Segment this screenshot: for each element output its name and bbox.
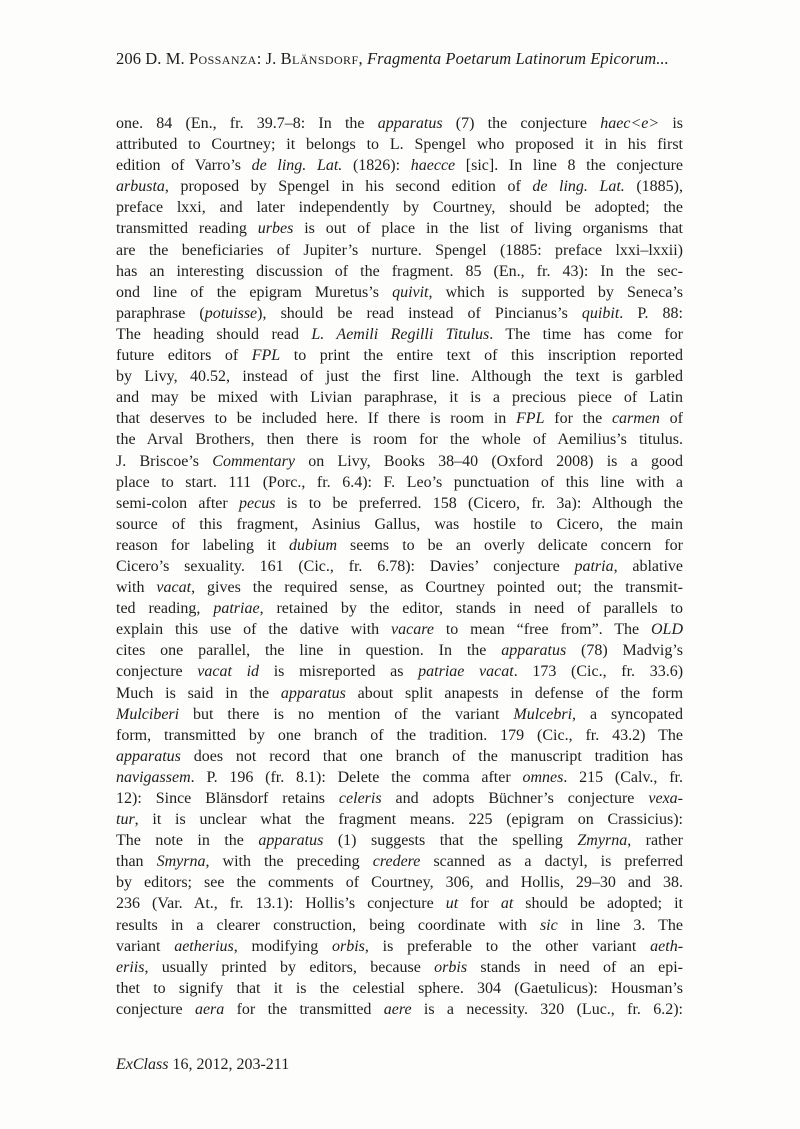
body-text-run: for the transmitted [224, 1000, 384, 1018]
body-text-run: source of this fragment, Asinius Gallus, was hostile to Cicero, the main [116, 515, 683, 533]
body-text-run: The heading should read [116, 325, 312, 343]
body-text-run: on Livy, Books 38–40 (Oxford 2008) is a good [294, 452, 683, 470]
body-text-run: navigassem [116, 768, 191, 786]
body-text-run: is [659, 115, 683, 132]
body-text-run: vexa- [648, 790, 683, 807]
body-text-run: J. Briscoe’s [116, 452, 213, 470]
text-line [116, 915, 683, 936]
body-text-run: than [116, 853, 157, 871]
body-text-run: form, transmitted by one branch of the tradition. 179 (Cic., fr. 43.2) The [116, 726, 683, 744]
body-text-run: carmen [611, 410, 660, 428]
body-text-run: ond line of the epigram Muretus’s [116, 283, 393, 301]
body-text-run: of [659, 410, 683, 428]
body-text-run: aera [194, 1000, 225, 1018]
body-text-run: aetherius [174, 937, 234, 955]
body-text-run: haec<e> [600, 115, 660, 132]
text-line [116, 366, 683, 387]
body-text-run: stands in need of an epi- [467, 958, 683, 976]
body-text-run: seems to be an overly delicate concern for [337, 536, 683, 554]
text-line [116, 851, 683, 872]
body-text-run: results in a clearer construction, being coordinate with [116, 916, 540, 934]
body-text-run: quibit [581, 304, 620, 322]
header-text-run: Fragmenta Poetarum Latinorum Epicorum... [366, 49, 669, 68]
body-text-run: pecus [239, 494, 276, 512]
text-line [116, 788, 683, 809]
body-text-run: conjecture [116, 663, 198, 681]
body-text-run: with [116, 579, 157, 597]
body-text-run: , a syncopated [572, 705, 683, 723]
body-text-run: , modifying [233, 937, 332, 955]
body-text-run: thet to signify that it is the celestial sphere. 304 (Gaetulicus): Housman’s [116, 979, 683, 997]
body-text-run: . 215 (Calv., fr. [563, 768, 683, 786]
body-text-run: sic [539, 916, 558, 934]
body-text-run: patriae [213, 600, 260, 618]
body-text-run: Mulcebri [513, 705, 573, 723]
body-text-run: but there is no mention of the variant [179, 705, 514, 723]
text-line [116, 451, 683, 472]
body-text-run: apparatus [258, 832, 324, 850]
body-text-run: , usually printed by editors, because [144, 958, 435, 976]
header-text-run: , [358, 49, 367, 68]
body-text-run: haecce [410, 157, 456, 175]
body-text-run: , with the preceding [205, 853, 373, 871]
text-line [116, 155, 683, 176]
body-text-run: apparatus [377, 115, 443, 132]
text-line [116, 809, 683, 830]
text-line [116, 999, 683, 1020]
body-text-run: is misreported as [259, 663, 419, 681]
body-text-run: are the beneficiaries of Jupiter’s nurture. Spengel (1885: preface lxxi–lxxii) [116, 241, 683, 259]
body-text-run: to print the entire text of this inscription reported [280, 347, 683, 365]
text-line [116, 704, 683, 725]
body-text-run: by Livy, 40.52, instead of just the first line. Although the text is garbled [116, 368, 683, 386]
text-line [116, 303, 683, 324]
body-text-run: , ablative [613, 557, 683, 575]
text-line [116, 429, 683, 450]
text-line [116, 345, 683, 366]
text-line [116, 324, 683, 345]
body-text-run: (1826): [342, 157, 411, 175]
body-text-run: Cicero’s sexuality. 161 (Cic., fr. 6.78): Davies’ conjecture [116, 557, 575, 575]
body-text-run: does not record that one branch of the manuscript tradition has [180, 747, 683, 765]
text-line [116, 746, 683, 767]
body-text-run: Zmyrna [577, 832, 628, 850]
body-text-run: urbes [257, 220, 294, 238]
text-line [116, 197, 683, 218]
header-text-run: : J. [256, 49, 281, 68]
body-text-run: at [500, 895, 514, 913]
body-text-run: to mean “free from”. The [433, 621, 651, 639]
body-text-run: tur [116, 811, 135, 829]
body-text-run: , rather [627, 832, 683, 850]
body-text-run: aeth- [650, 937, 683, 955]
body-text-run: 12): Since Blänsdorf retains [116, 790, 339, 807]
body-text-run: and adopts Büchner’s conjecture [381, 790, 649, 807]
body-text-run: one. 84 (En., fr. 39.7–8: In the [116, 115, 378, 132]
body-text-run: omnes [522, 768, 564, 786]
body-text-run: transmitted reading [116, 220, 258, 238]
body-text-run: , gives the required sense, as Courtney pointed out; the transmit- [191, 579, 683, 597]
body-text-run: ted reading, [116, 600, 214, 618]
body-text-run: ut [445, 895, 459, 913]
body-text-run: semi-colon after [116, 494, 239, 512]
body-text-run: patria [574, 557, 614, 575]
body-text-run: L. Aemili Regilli Titulus [311, 325, 490, 343]
text-line [116, 176, 683, 197]
text-line [116, 598, 683, 619]
body-text-run: de ling. Lat. [251, 157, 343, 175]
body-text-run: 236 (Var. At., fr. 13.1): Hollis’s conjecture [116, 895, 446, 913]
body-text-run: aere [383, 1000, 412, 1018]
body-text-run: (7) the conjecture [442, 115, 601, 132]
body-text-run: and may be mixed with Livian paraphrase, it is a precious piece of Latin [116, 389, 683, 407]
body-text-run: , retained by the editor, stands in need of parallels to [259, 600, 683, 618]
text-line [116, 830, 683, 851]
body-text-run: The note in the [116, 832, 259, 850]
body-text-run: for [458, 895, 501, 913]
text-line [116, 683, 683, 704]
footer-text-run: 16, 2012, 203-211 [168, 1056, 290, 1073]
body-text-run: (78) Madvig’s [566, 642, 683, 660]
text-line [116, 472, 683, 493]
body-text-run: celeris [338, 790, 382, 807]
body-text-run: cites one parallel, the line in question. In the [116, 642, 502, 660]
body-text-run: place to start. 111 (Porc., fr. 6.4): F. Leo’s punctuation of this line with a [116, 473, 683, 491]
body-text-run: conjecture [116, 1000, 195, 1018]
body-text-run: FPL [516, 410, 545, 428]
body-text-run: de ling. Lat. [532, 178, 625, 196]
body-text-run: . The time has come for [489, 325, 683, 343]
body-text-run: edition of Varro’s [116, 157, 252, 175]
body-text-run: [sic]. In line 8 the conjecture [455, 157, 683, 175]
header-text-run: D. M. [145, 49, 189, 68]
body-text-run: for the [544, 410, 612, 428]
body-text-run: orbis [331, 937, 365, 955]
text-line [116, 387, 683, 408]
body-text-run: (1885), [624, 178, 683, 196]
text-line [116, 619, 683, 640]
header-text-run: Possanza [188, 49, 257, 68]
body-text-run: Commentary [212, 452, 295, 470]
body-text-run: by editors; see the comments of Courtney, 306, and Hollis, 29–30 and 38. [116, 874, 683, 892]
body-text-run: the Arval Brothers, then there is room for the whole of Aemilius’s titulus. [116, 431, 683, 449]
text-line [116, 936, 683, 957]
body-text-run: OLD [651, 621, 683, 639]
text-line [116, 113, 683, 134]
body-text-run: , which is supported by Seneca’s [428, 283, 683, 301]
body-text-run: . 173 (Cic., fr. 33.6) [513, 663, 683, 681]
body-text-run: scanned as a dactyl, is preferred [420, 853, 683, 871]
running-header [116, 49, 684, 69]
body-text-run: quivit [392, 283, 429, 301]
body-text-run: orbis [434, 958, 468, 976]
text-line [116, 957, 683, 978]
body-text-run: explain this use of the dative with [116, 621, 392, 639]
text-line [116, 261, 683, 282]
text-line [116, 493, 683, 514]
body-text-run: reason for labeling it [116, 536, 290, 554]
body-text-run: Smyrna [156, 853, 206, 871]
body-text-run: eriis [116, 958, 145, 976]
body-text-run: apparatus [501, 642, 567, 660]
body-text-run: has an interesting discussion of the fragment. 85 (En., fr. 43): In the sec- [116, 262, 683, 280]
text-line [116, 893, 683, 914]
body-text-run: credere [372, 853, 421, 871]
body-text-run: (1) suggests that the spelling [323, 832, 578, 850]
body-text-run: dubium [289, 536, 338, 554]
body-text-run: preface lxxi, and later independently by Courtney, should be adopted; the [116, 199, 683, 217]
body-text-run: is a necessity. 320 (Luc., fr. 6.2): [411, 1000, 683, 1018]
body-text-run: . P. 196 (fr. 8.1): Delete the comma after [190, 768, 523, 786]
body-text-run: , proposed by Spengel in his second edition of [164, 178, 533, 196]
body-text-run: arbusta [116, 178, 165, 196]
body-text-run: in line 3. The [557, 916, 683, 934]
body-text-run: patriae vacat [418, 663, 514, 681]
text-line [116, 640, 683, 661]
body-text-run: vacare [391, 621, 434, 639]
text-line [116, 240, 683, 261]
body-text-run: Mulciberi [116, 705, 180, 723]
text-line [116, 218, 683, 239]
body-text-run: Much is said in the [116, 684, 281, 702]
body-text-run: ), should be read instead of Pincianus’s [257, 304, 582, 322]
body-text-run: paraphrase ( [116, 304, 205, 322]
text-line [116, 978, 683, 999]
text-line [116, 408, 683, 429]
body-text-run: vacat [156, 579, 192, 597]
body-text-run: apparatus [280, 684, 346, 702]
page-footer [116, 1056, 289, 1074]
body-text-run: is to be preferred. 158 (Cicero, fr. 3a): Although the [275, 494, 683, 512]
body-text-run: that deserves to be included here. If there is room in [116, 410, 517, 428]
body-text-run: apparatus [116, 747, 181, 765]
body-text-run: , it is unclear what the fragment means. 225 (epigram on Crassicius): [134, 811, 683, 829]
body-text-run: should be adopted; it [513, 895, 683, 913]
text-line [116, 514, 683, 535]
body-text-run: attributed to Courtney; it belongs to L. Spengel who proposed it in his first [116, 136, 683, 154]
text-line [116, 134, 683, 155]
body-text [116, 113, 683, 1020]
body-text-run: about split anapests in defense of the form [345, 684, 683, 702]
header-text-run: 206 [116, 49, 146, 68]
text-line [116, 556, 683, 577]
body-text-run: . P. 88: [619, 304, 683, 322]
text-line [116, 535, 683, 556]
text-line [116, 282, 683, 303]
text-line [116, 725, 683, 746]
text-line [116, 577, 683, 598]
body-text-run: vacat id [197, 663, 260, 681]
body-text-run: future editors of [116, 347, 252, 365]
text-line [116, 661, 683, 682]
body-text-run: variant [116, 937, 175, 955]
body-text-run: , is preferable to the other variant [364, 937, 651, 955]
footer-text-run: ExClass [116, 1056, 169, 1073]
text-line [116, 872, 683, 893]
body-text-run: potuisse [204, 304, 258, 322]
header-text-run: Blänsdorf [280, 49, 359, 68]
body-text-run: is out of place in the list of living organisms that [293, 220, 683, 238]
body-text-run: FPL [251, 347, 281, 365]
text-line [116, 767, 683, 788]
